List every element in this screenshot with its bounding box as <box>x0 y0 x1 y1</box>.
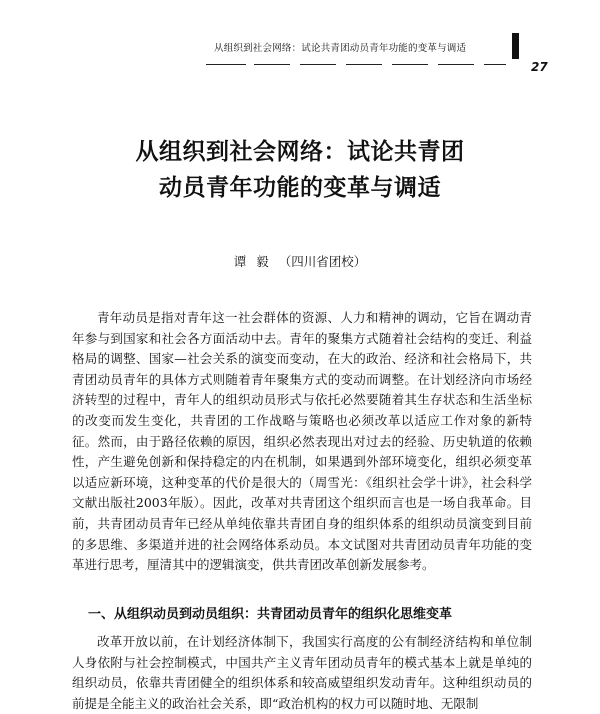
article-title-line-2: 动员青年功能的变革与调适 <box>159 174 441 201</box>
header-rule <box>300 64 336 65</box>
header-bar <box>512 33 519 59</box>
header-rule <box>392 64 428 65</box>
article-title-line-1: 从组织到社会网络：试论共青团 <box>135 138 465 165</box>
author-name: 谭毅 <box>233 254 279 269</box>
header-rule <box>346 64 382 65</box>
author-affiliation: （四川省团校） <box>278 254 367 269</box>
page-number: 27 <box>531 60 548 74</box>
header-rule <box>254 64 290 65</box>
body-paragraph: 改革开放以前，在计划经济体制下，我国实行高度的公有制经济结构和单位制人身依附与社会控制模式，中国共产主义青年团动员青年的模式基本上就是单纯的组织动员，依靠共青团健全的组织体系和较高威望组织发动青年。这种组织动员的前提是全能主义的政治社会关系，即“政治机构的权力可以随时地、无限制 <box>72 634 532 711</box>
header-rule <box>484 64 506 65</box>
header-rule <box>438 64 474 65</box>
header-rule <box>206 64 246 65</box>
abstract-paragraph: 青年动员是指对青年这一社会群体的资源、人力和精神的调动，它旨在调动青年参与到国家和社会各方面活动中去。青年的聚集方式随着社会结构的变迁、利益格局的调整、国家—社会关系的演变而变动，在大的政治、经济和社会格局下，共青团动员青年的具体方式则随着青年聚集方式的变动而调整。在计划经济向市场经济转型的过程中，青年人的组织动员形式与依托必然要随着其生存状态和生活坐标的改变而发生变化，共青团的工作战略与策略也必须改革以适应工作对象的新特征。然而，由于路径依赖的原因，组织必然表现出对过去的经验、历史轨道的依赖性，产生避免创新和保持稳定的内在机制，如果遇到外部环境变化，组织必须变革以适应新环境，这种变革的代价是很大的（周雪光：《组织社会学十讲》，社会科学文献出版社2003年版）。因此，改革对共青团这个组织而言也是一场自我革命。目前，共青团动员青年已经从单纯依靠共青团自身的组织体系的组织动员演变到目前的多思维、多渠道并进的社会网络体系动员。本文试图对共青团动员青年功能的变革进行思考，厘清其中的逻辑演变，供共青团改革创新发展参考。 <box>72 310 532 573</box>
section-heading: 一、从组织动员到动员组织：共青团动员青年的组织化思维变革 <box>88 607 453 622</box>
running-head: 从组织到社会网络：试论共青团动员青年功能的变革与调适 <box>214 43 467 54</box>
author-line <box>150 252 450 270</box>
